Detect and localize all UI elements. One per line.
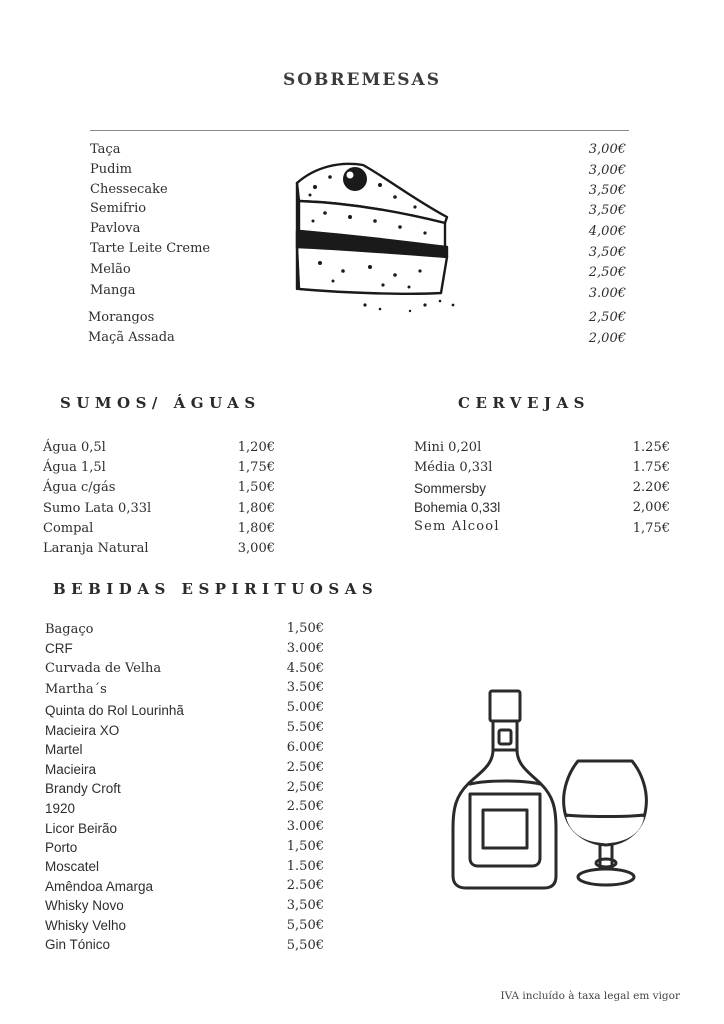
juice-price: 1,80€ — [237, 501, 275, 516]
beer-name: Média 0,33l — [414, 460, 493, 475]
dessert-price: 2,00€ — [588, 331, 626, 346]
spirit-name: Licor Beirão — [45, 821, 118, 836]
dessert-price: 3,50€ — [588, 203, 626, 218]
spirit-price: 3.50€ — [286, 680, 324, 695]
juices-heading: SUMOS/ ÁGUAS — [60, 394, 261, 412]
juice-name: Água 1,5l — [43, 460, 106, 475]
dessert-price: 2,50€ — [588, 265, 626, 280]
juice-price: 3,00€ — [237, 541, 275, 556]
beer-name: Mini 0,20l — [414, 440, 482, 455]
juice-price: 1,50€ — [237, 480, 275, 495]
beer-name: Sommersby — [414, 481, 487, 496]
spirit-name: 1920 — [45, 801, 76, 816]
dessert-name: Tarte Leite Creme — [90, 241, 211, 256]
spirit-price: 2.50€ — [286, 878, 324, 893]
spirit-price: 3.00€ — [286, 819, 324, 834]
dessert-name: Morangos — [88, 310, 155, 325]
spirit-name: Amêndoa Amarga — [45, 879, 154, 894]
cake-slice-icon — [285, 155, 460, 330]
juice-price: 1,20€ — [237, 440, 275, 455]
beer-price: 2,00€ — [632, 500, 670, 515]
juice-price: 1,75€ — [237, 460, 275, 475]
spirit-name: Whisky Novo — [45, 898, 124, 913]
spirits-heading: BEBIDAS ESPIRITUOSAS — [53, 580, 379, 598]
spirit-price: 3,50€ — [286, 898, 324, 913]
spirit-price: 2,50€ — [286, 780, 324, 795]
spirit-name: Macieira XO — [45, 723, 120, 738]
spirit-name: Martha´s — [45, 682, 107, 697]
spirit-name: Whisky Velho — [45, 918, 127, 933]
spirit-price: 5.00€ — [286, 700, 324, 715]
spirit-name: Macieira — [45, 762, 97, 777]
dessert-name: Semifrio — [90, 201, 147, 216]
desserts-divider — [90, 130, 629, 131]
spirit-price: 4.50€ — [286, 661, 324, 676]
spirit-name: Quinta do Rol Lourinhã — [45, 703, 184, 718]
beer-name: Bohemia 0,33l — [414, 500, 501, 515]
spirit-price: 6.00€ — [286, 740, 324, 755]
dessert-price: 3,00€ — [588, 163, 626, 178]
spirit-price: 5,50€ — [286, 918, 324, 933]
dessert-price: 3.00€ — [588, 286, 626, 301]
dessert-price: 4,00€ — [588, 224, 626, 239]
spirit-price: 5.50€ — [286, 720, 324, 735]
spirit-name: Martel — [45, 742, 83, 757]
spirit-name: Gin Tónico — [45, 937, 111, 952]
spirit-price: 3.00€ — [286, 641, 324, 656]
beers-heading: CERVEJAS — [458, 394, 590, 412]
beer-name: Sem Alcool — [414, 519, 500, 534]
beer-price: 1.75€ — [632, 460, 670, 475]
juice-name: Laranja Natural — [43, 541, 149, 556]
spirit-price: 1.50€ — [286, 859, 324, 874]
dessert-name: Pudim — [90, 162, 132, 177]
spirit-price: 2.50€ — [286, 760, 324, 775]
dessert-price: 3,00€ — [588, 142, 626, 157]
dessert-price: 3,50€ — [588, 245, 626, 260]
desserts-heading: SOBREMESAS — [282, 70, 442, 90]
spirit-name: Curvada de Velha — [45, 661, 162, 676]
dessert-price: 2,50€ — [588, 310, 626, 325]
spirit-name: Brandy Croft — [45, 781, 121, 796]
spirit-name: Bagaço — [45, 622, 94, 637]
snifter-glass-icon — [562, 755, 652, 890]
spirit-price: 5,50€ — [286, 938, 324, 953]
dessert-name: Melão — [90, 262, 131, 277]
juice-price: 1,80€ — [237, 521, 275, 536]
beer-price: 1.25€ — [632, 440, 670, 455]
dessert-name: Pavlova — [90, 221, 141, 236]
footer-note: IVA incluído à taxa legal em vigor — [500, 990, 680, 1002]
dessert-name: Manga — [90, 283, 136, 298]
dessert-price: 3,50€ — [588, 183, 626, 198]
juice-name: Água 0,5l — [43, 440, 106, 455]
beer-price: 2.20€ — [632, 480, 670, 495]
juice-name: Água c/gás — [43, 480, 116, 495]
spirit-name: CRF — [45, 641, 73, 656]
spirit-price: 2.50€ — [286, 799, 324, 814]
dessert-name: Maçã Assada — [88, 330, 175, 345]
beer-price: 1,75€ — [632, 521, 670, 536]
dessert-name: Chessecake — [90, 182, 168, 197]
spirit-name: Moscatel — [45, 859, 100, 874]
juice-name: Compal — [43, 521, 94, 536]
spirit-name: Porto — [45, 840, 78, 855]
dessert-name: Taça — [90, 142, 121, 157]
juice-name: Sumo Lata 0,33l — [43, 501, 152, 516]
spirit-price: 1,50€ — [286, 621, 324, 636]
spirit-price: 1,50€ — [286, 839, 324, 854]
